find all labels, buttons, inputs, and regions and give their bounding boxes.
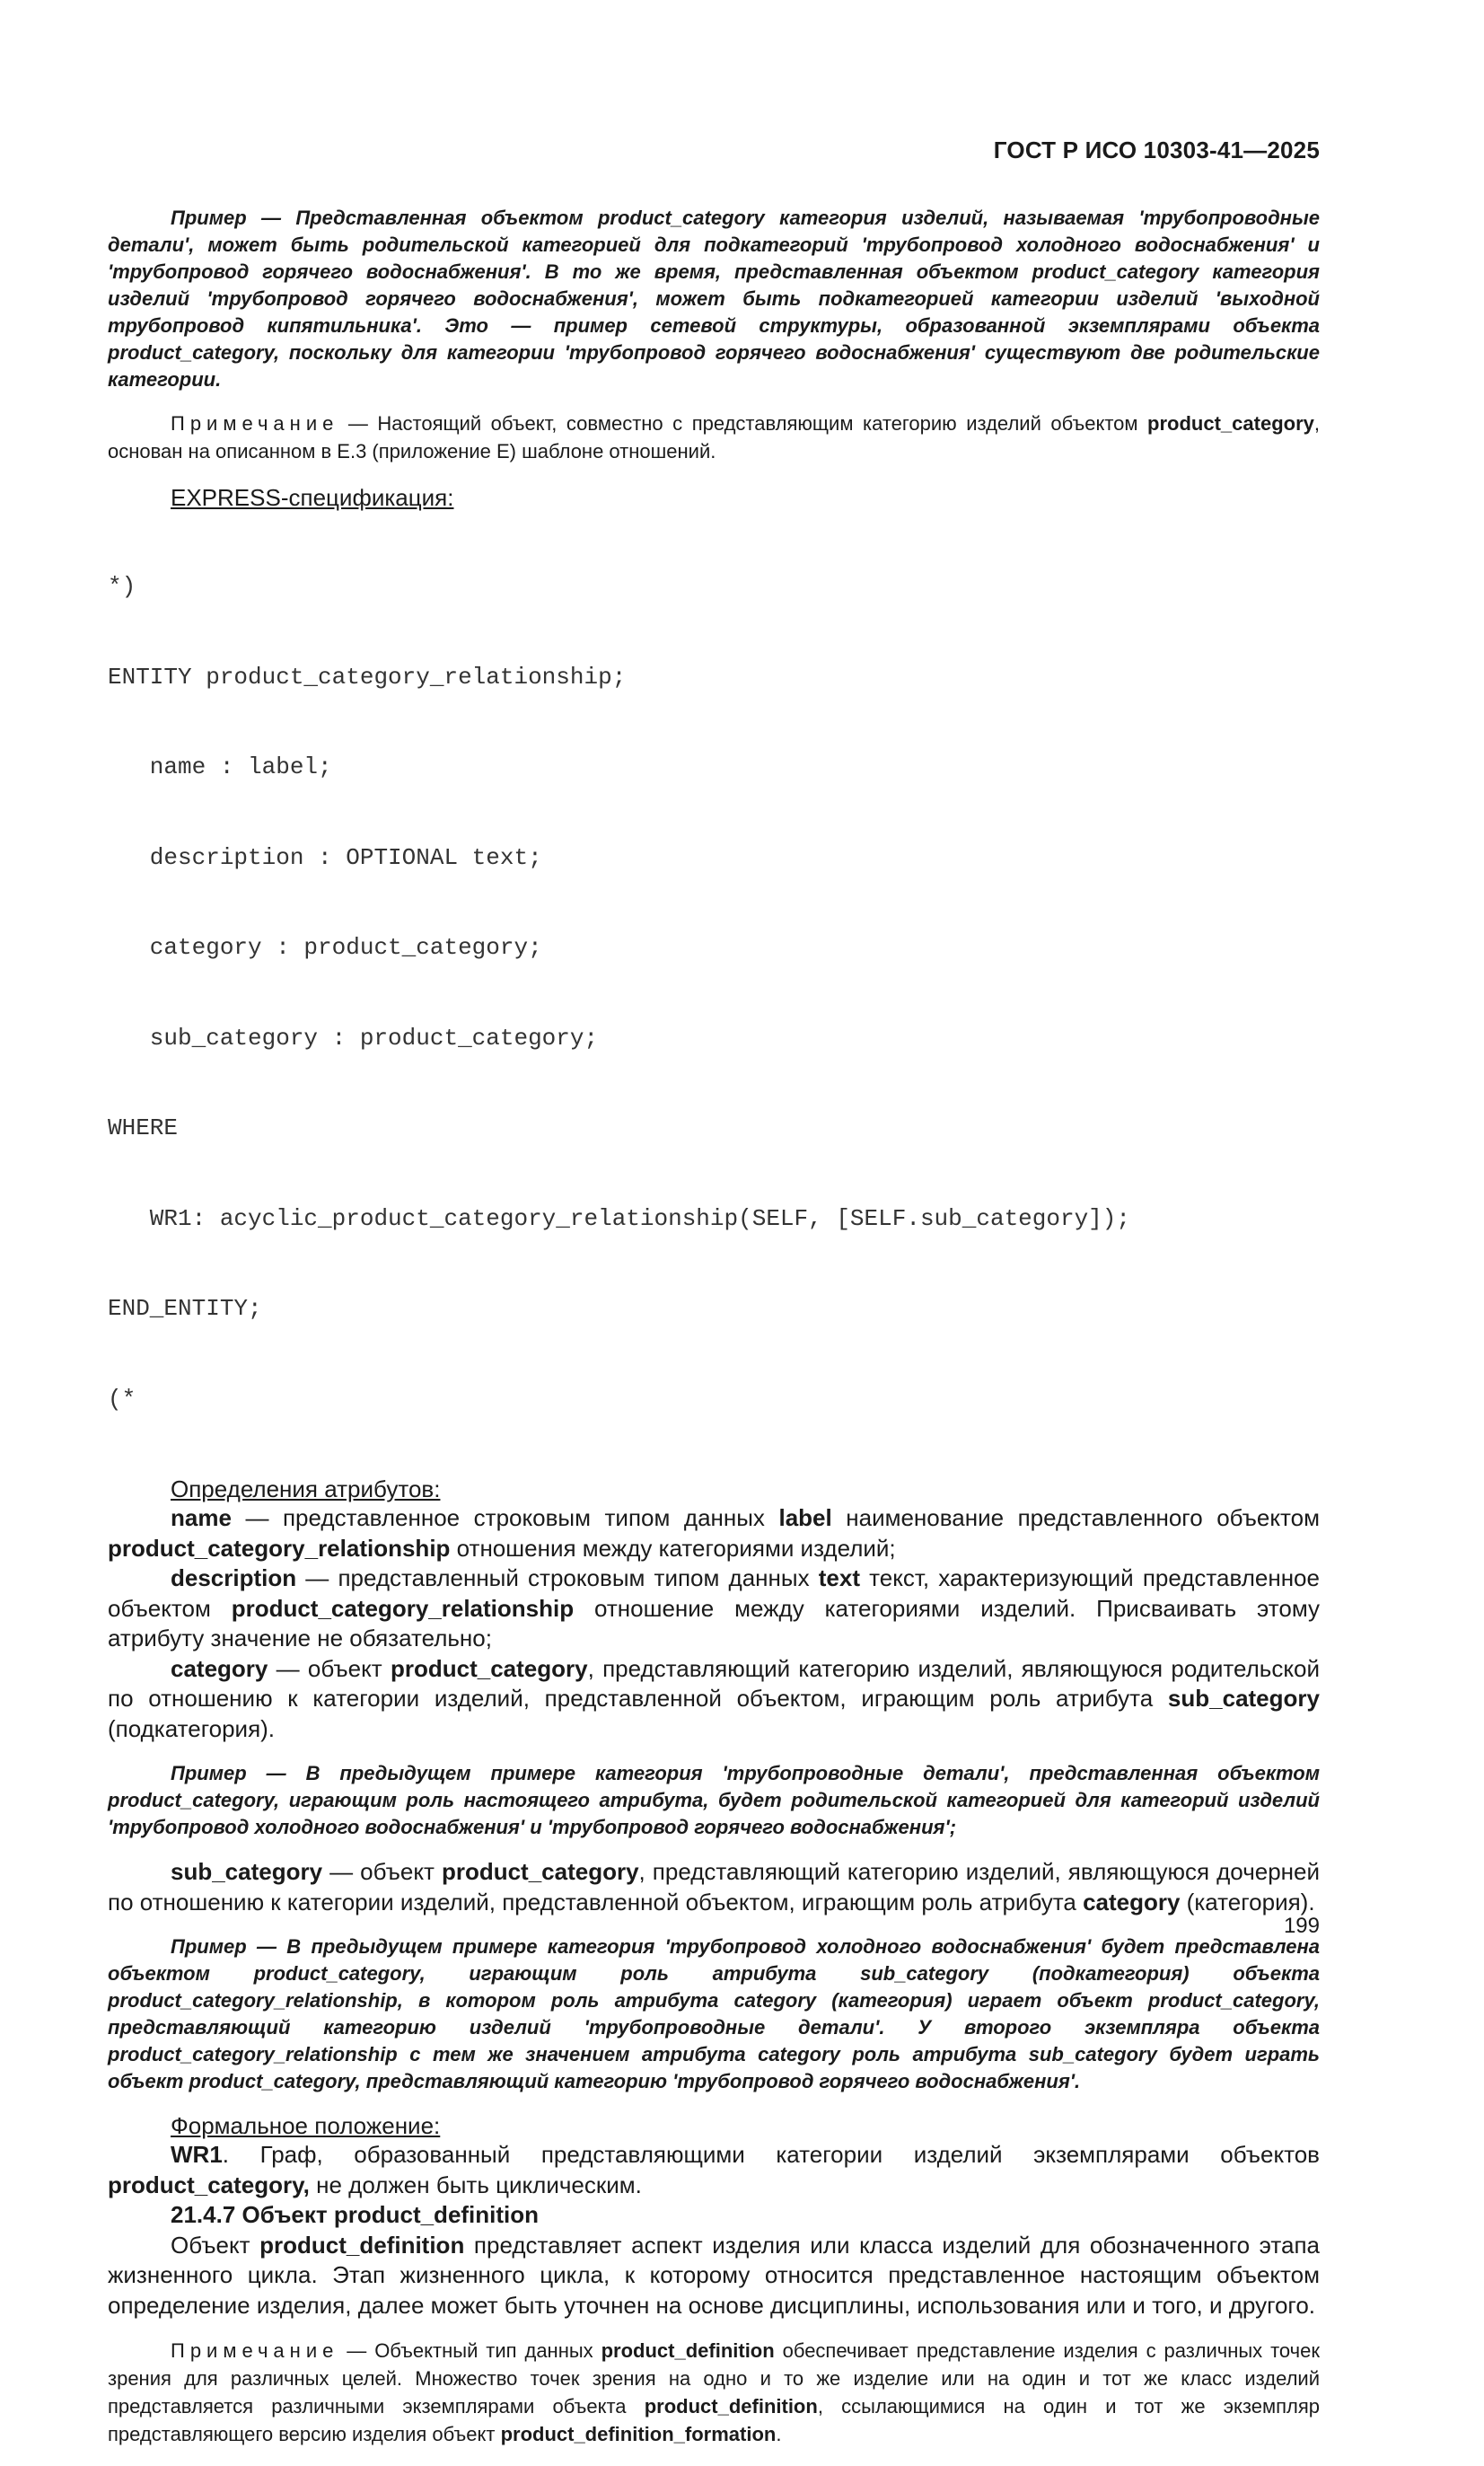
page-number: 199: [1283, 1914, 1320, 1938]
attr-type: label: [778, 1504, 832, 1531]
note-paragraph: [108, 410, 1320, 465]
section-text: представляет аспект изделия или класса изделий для обозначенного этапа жизненного цикла. Этап жизненного цикла, к которому относится представленное настоящим объектом определение изделия, далее может быть уточнен на основе дисциплины, использования или и того, и другого.: [108, 2231, 1320, 2319]
rule-text: не должен быть циклическим.: [309, 2171, 642, 2198]
example-paragraph: Пример — В предыдущем примере категория 'трубопровод холодного водоснабжения' будет представлена объектом product_category, играющим роль атрибута sub_category (подкатегория) объекта product_category_relationship, в котором роль атрибута category (категория) играет объект product_category, представляющий категорию изделий 'трубопроводные детали'. У второго экземпляра объекта product_category_relationship с тем же значением атрибута category роль атрибута sub_category будет играть объект product_category, представляющий категорию 'трубопровод горячего водоснабжения'.: [108, 1935, 1320, 2092]
attr-text: отношения между категориями изделий;: [450, 1534, 896, 1562]
section-text: Объект: [171, 2231, 260, 2259]
attr-text: , представляющий категорию изделий, являющуюся родительской по отношению к категории изделий, представленной объектом, играющим роль атрибута: [108, 1654, 1320, 1712]
attr-term: category: [171, 1654, 268, 1682]
express-code-block: [108, 512, 1320, 1475]
code-line: END_ENTITY;: [108, 1295, 262, 1322]
attr-text: наименование представленного объектом: [831, 1504, 1321, 1531]
code-line: WR1: acyclic_product_category_relationship(SELF, [SELF.sub_category]);: [108, 1204, 1130, 1232]
attr-entity: product_category: [390, 1654, 588, 1682]
note-term: product_definition: [601, 2339, 775, 2362]
note-term: product_category: [1147, 412, 1314, 435]
rule-text: . Граф, образованный представляющими категории изделий экземплярами объектов: [222, 2141, 1320, 2168]
note-text: .: [776, 2423, 782, 2445]
attr-text: , представляющий категорию изделий, являющуюся дочерней по отношению к категории изделий, представленной объектом, играющим роль атрибута: [108, 1858, 1320, 1916]
attr-description-definition: [108, 1563, 1320, 1654]
document-page: [108, 0, 1321, 2445]
code-line: category : product_category;: [108, 934, 542, 961]
code-line: ENTITY product_category_relationship;: [108, 663, 627, 691]
note-term: product_definition_formation: [500, 2423, 777, 2445]
rule-label: WR1: [171, 2141, 223, 2168]
note-text: — Объектный тип данных: [338, 2339, 602, 2362]
code-line: description : OPTIONAL text;: [108, 843, 542, 871]
formal-heading: Формальное положение:: [171, 2112, 441, 2139]
note-paragraph: [108, 2337, 1320, 2448]
note-term: product_definition: [644, 2395, 818, 2418]
attr-sub-category-definition: [108, 1857, 1320, 1917]
attr-entity: product_category_relationship: [108, 1534, 451, 1562]
section-entity: product_definition: [259, 2231, 465, 2259]
example-paragraph: Пример — В предыдущем примере категория 'трубопроводные детали', представленная объектом product_category, играющим роль настоящего атрибута, будет родительской категорией для категорий изделий 'трубопровод холодного водоснабжения' и 'трубопровод горячего водоснабжения';: [108, 1762, 1320, 1838]
note-label: Примечание: [171, 2339, 339, 2362]
attr-term: description: [171, 1564, 297, 1591]
attr-text: отношение между категориями изделий. Присваивать этому атрибуту значение не обязательно;: [108, 1594, 1320, 1651]
attr-term: sub_category: [171, 1858, 323, 1885]
attr-text: текст, характеризующий представленное объектом: [108, 1564, 1320, 1622]
attr-category-definition: [108, 1654, 1320, 1745]
document-header: ГОСТ Р ИСО 10303-41—2025: [993, 137, 1320, 163]
express-heading: EXPRESS-спецификация:: [171, 484, 454, 511]
example-paragraph: Пример — Представленная объектом product_category категория изделий, называемая 'трубопроводные детали', может быть родительской категорией для подкатегорий 'трубопровод холодного водоснабжения' и 'трубопровод горячего водоснабжения'. В то же время, представленная объектом product_category категория изделий 'трубопровод горячего водоснабжения', может быть подкатегорией категории изделий 'выходной трубопровод кипятильника'. Это — пример сетевой структуры, образованной экземплярами объекта product_category, поскольку для категории 'трубопровод горячего водоснабжения' существуют две родительские категории.: [108, 207, 1320, 391]
note-text: обеспечивает представление изделия с различных точек зрения для различных целей. Множество точек зрения на одно и то же изделие или на один и тот же класс изделий представляется различными экземплярами объекта: [108, 2339, 1320, 2418]
rule-entity: product_category,: [108, 2171, 310, 2198]
code-line: name : label;: [108, 753, 332, 780]
code-line: WHERE: [108, 1114, 179, 1141]
section-title: 21.4.7 Объект product_definition: [171, 2201, 540, 2228]
attributes-heading: Определения атрибутов:: [171, 1475, 441, 1502]
attr-type: text: [818, 1564, 860, 1591]
code-line: (*: [108, 1385, 136, 1413]
attr-entity: product_category_relationship: [231, 1594, 575, 1622]
page-content: [108, 205, 1320, 2466]
attr-text: — представленный строковым типом данных: [296, 1564, 819, 1591]
attr-term: name: [171, 1504, 232, 1531]
attr-ref: category: [1083, 1888, 1181, 1916]
note-text: , ссылающимися на один и тот же экземпляр представляющего версию изделия объект: [108, 2395, 1320, 2445]
attr-text: — объект: [322, 1858, 442, 1885]
attr-text: — объект: [268, 1654, 391, 1682]
note-text: , основан на описанном в Е.3 (приложение Е) шаблоне отношений.: [108, 412, 1320, 462]
attr-ref: sub_category: [1167, 1685, 1320, 1712]
attr-text: (категория).: [1180, 1888, 1315, 1916]
attr-text: (подкатегория).: [108, 1714, 276, 1742]
note-text: — Настоящий объект, совместно с представляющим категорию изделий объектом: [338, 412, 1148, 435]
attr-entity: product_category: [441, 1858, 639, 1885]
wr1-rule: [108, 2140, 1320, 2200]
note-label: Примечание: [171, 412, 339, 435]
attr-name-definition: [108, 1503, 1320, 1563]
code-line: sub_category : product_category;: [108, 1024, 599, 1052]
attr-text: — представленное строковым типом данных: [231, 1504, 779, 1531]
code-line: *): [108, 573, 136, 600]
section-body: [108, 2231, 1320, 2321]
